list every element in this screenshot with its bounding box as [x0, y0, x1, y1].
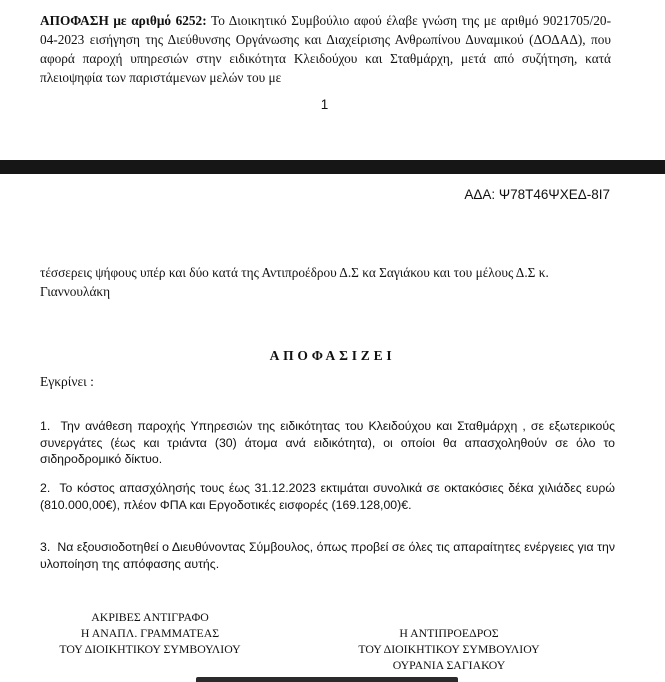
signature-block-right	[338, 625, 560, 673]
decides-heading: ΑΠΟΦΑΣΙΖΕΙ	[269, 348, 396, 363]
list-item	[40, 418, 615, 468]
list-item-text: Να εξουσιοδοτηθεί ο Διευθύνοντας Σύμβουλος, όπως προβεί σε όλες τις απαραίτητες ενέργειες για την υλοποίηση της απόφασης αυτής.	[40, 540, 615, 571]
page-separator	[0, 160, 665, 174]
list-item-body	[40, 480, 615, 513]
list-item-text: Το κόστος απασχόλησής τους έως 31.12.2023 εκτιμάται συνολικά σε οκτακόσιες δέκα χιλιάδες ευρώ (810.000,00€), πλέον ΦΠΑ και Εργοδοτικές εισφορές (169.128,00)€.	[40, 481, 615, 512]
board-label-left: ΤΟΥ ΔΙΟΙΚΗΤΙΚΟΥ ΣΥΜΒΟΥΛΙΟΥ	[59, 642, 241, 656]
list-item	[40, 539, 615, 572]
decision-label: ΑΠΟΦΑΣΗ με αριθμό 6252:	[40, 13, 207, 28]
page-number-value: 1	[320, 97, 329, 112]
list-item-body	[40, 418, 615, 468]
decision-text: Το Διοικητικό Συμβούλιο αφού έλαβε γνώση της με αριθμό 9021705/20-04-2023 εισήγηση της Διεύθυνσης Οργάνωσης και Διαχείρισης Ανθρωπίνου Δυναμικού (ΔΟΔΑΔ), που αφορά παροχή υπηρεσιών στην ειδικότητα Κλειδούχου και Σταθμάρχη, μετά από συζήτηση, κατά πλειοψηφία των παριστάμενων μελών του με	[40, 13, 611, 85]
list-item-number: 2.	[40, 481, 51, 495]
ada-code: ΑΔΑ: Ψ78Τ46ΨΧΕΔ-8Ι7	[464, 187, 610, 202]
decision-paragraph	[40, 11, 611, 87]
signatory-name: ΟΥΡΑΝΙΑ ΣΑΓΙΑΚΟΥ	[392, 658, 506, 672]
list-item-body	[40, 539, 615, 572]
list-item-number: 3.	[40, 540, 51, 554]
list-item-text: Την ανάθεση παροχής Υπηρεσιών της ειδικότητας του Κλειδούχου και Σταθμάρχη , σε εξωτερικούς συνεργάτες (έως και τριάντα (30) άτομα ανά ειδικότητα), οι οποίοι θα απασχοληθούν σε όλο το σιδηροδρομικό δίκτυο.	[40, 419, 615, 466]
certified-copy-label: ΑΚΡΙΒΕΣ ΑΝΤΙΓΡΑΦΟ	[91, 610, 209, 624]
next-page-edge	[196, 677, 458, 682]
list-item	[40, 480, 615, 513]
list-item-number: 1.	[40, 419, 51, 433]
vice-president-label: Η ΑΝΤΙΠΡΟΕΔΡΟΣ	[399, 626, 499, 640]
page-number	[0, 97, 665, 112]
board-label-right: ΤΟΥ ΔΙΟΙΚΗΤΙΚΟΥ ΣΥΜΒΟΥΛΙΟΥ	[358, 642, 540, 656]
continuation-paragraph: τέσσερεις ψήφους υπέρ και δύο κατά της Αντιπροέδρου Δ.Σ κα Σαγιάκου και του μέλους Δ.Σ κ. Γιαννουλάκη	[40, 265, 549, 299]
approves-label: Εγκρίνει :	[40, 374, 94, 389]
signature-block-left	[40, 609, 260, 657]
deputy-secretary-label: Η ΑΝΑΠΛ. ΓΡΑΜΜΑΤΕΑΣ	[80, 626, 220, 640]
document-page-1	[0, 0, 665, 160]
